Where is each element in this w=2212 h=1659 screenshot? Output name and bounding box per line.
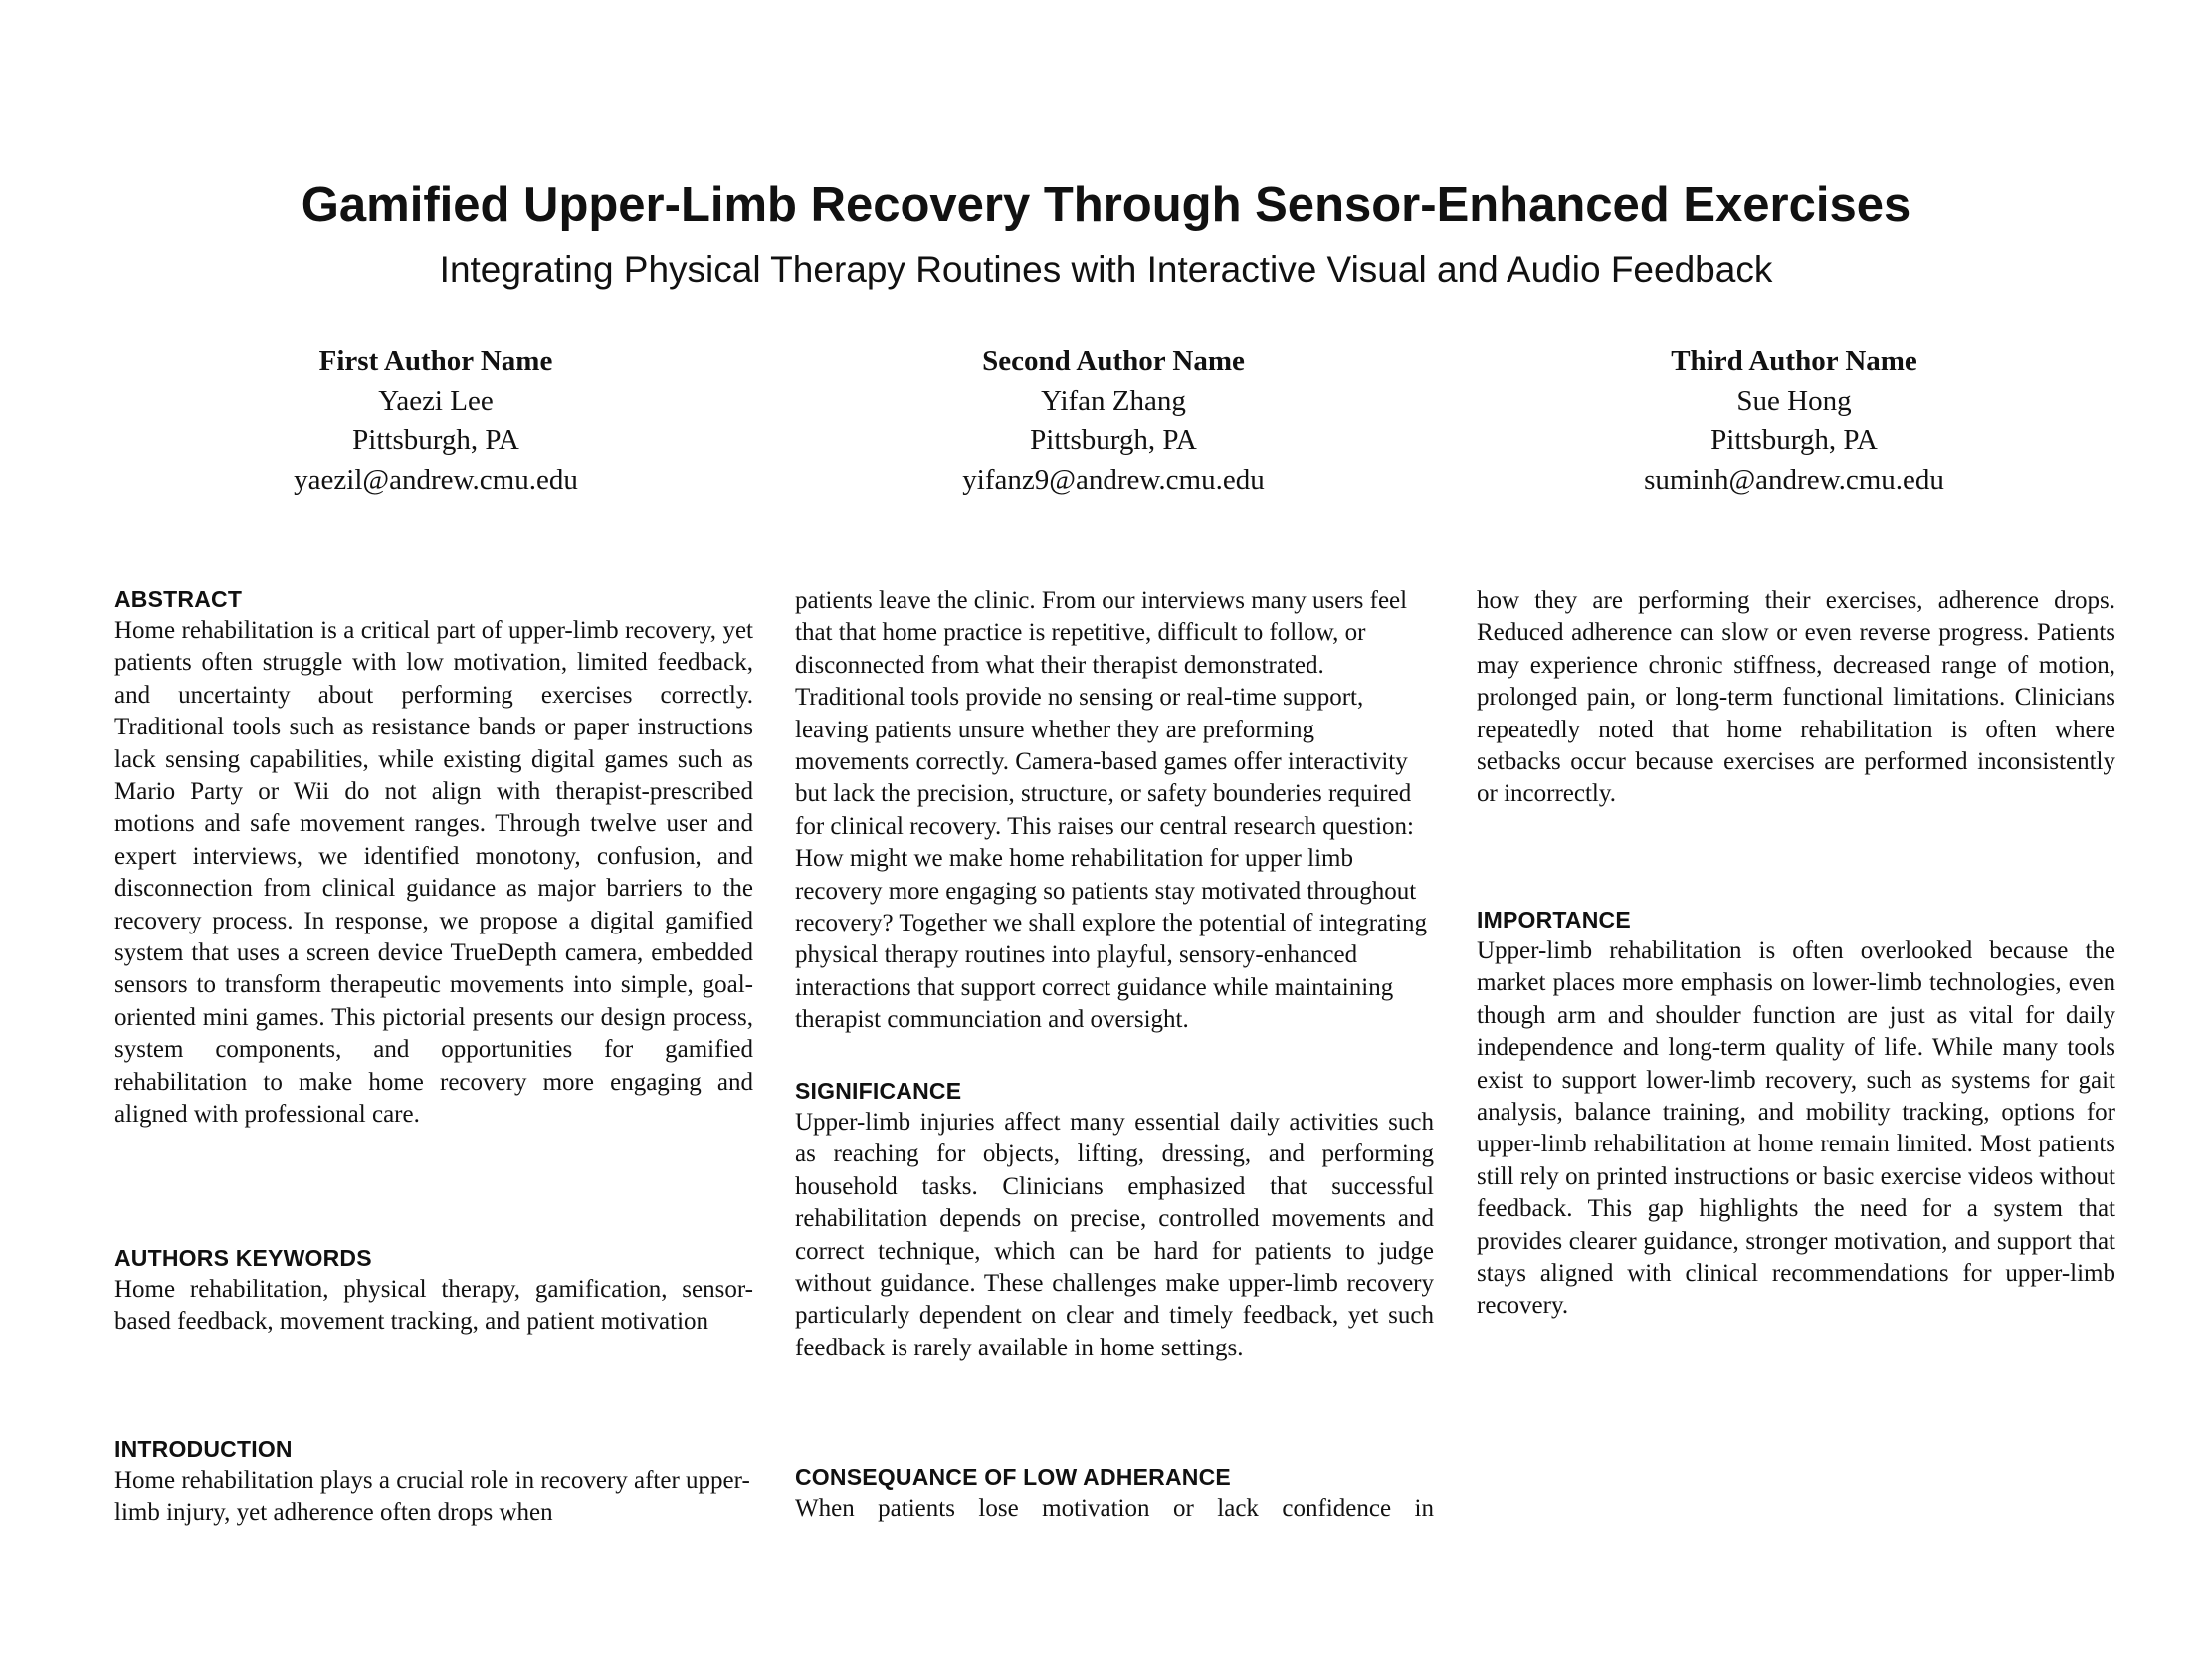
author-location: Pittsburgh, PA xyxy=(1710,424,1878,456)
section-heading: IMPORTANCE xyxy=(1477,907,1631,933)
section-body: Upper-limb rehabilitation is often overlooked because the market places more emphasis on lower-limb technologies, even though arm and shoulder function are just as vital for daily independence and long-term quality of life. While many tools exist to support lower-limb recovery, such as systems for gait analysis, balance training, and mobility tracking, options for upper-limb rehabilitation at home remain limited. Most patients still rely on printed instructions or basic exercise videos without feedback. This gap highlights the need for a system that provides clearer guidance, stronger motivation, and support that stays aligned with clinical recommendations for upper-limb recovery. xyxy=(1477,937,2115,1320)
author-heading: Third Author Name xyxy=(1671,345,1917,377)
author-block-1 xyxy=(127,342,744,500)
author-email: suminh@andrew.cmu.edu xyxy=(1644,463,1944,496)
section-introduction-continued xyxy=(795,585,1434,1037)
section-consequence xyxy=(795,1461,1434,1525)
section-heading: SIGNIFICANCE xyxy=(795,1078,962,1104)
section-importance xyxy=(1477,904,2115,1323)
section-significance xyxy=(795,1075,1434,1364)
author-block-3 xyxy=(1486,342,2103,500)
author-email: yaezil@andrew.cmu.edu xyxy=(294,463,578,496)
section-heading: AUTHORS KEYWORDS xyxy=(114,1245,372,1271)
paper-subtitle: Integrating Physical Therapy Routines with Interactive Visual and Audio Feedback xyxy=(439,249,1773,290)
section-body: patients leave the clinic. From our interviews many users feel that that home practice is repetitive, difficult to follow, or disconnected from what their therapist demonstrated. Traditional tools provide no sensing or real-time support, leaving patients unsure whether they are preforming movements correctly. Camera-based games offer interactivity but lack the precision, structure, or safety bounderies required for clinical recovery. This raises our central research question: How might we make home rehabilitation for upper limb recovery more engaging so patients stay motivated throughout recovery? Together we shall explore the potential of integrating physical therapy routines into playful, sensory-enhanced interactions that support correct guidance while maintaining therapist communciation and oversight. xyxy=(795,587,1428,1034)
section-keywords xyxy=(114,1242,753,1339)
section-body: Upper-limb injuries affect many essential daily activities such as reaching for objects, lifting, dressing, and performing household tasks. Clinicians emphasized that successful rehabilitation depends on precise, controlled movements and correct technique, which can be hard for patients to judge without guidance. These challenges make upper-limb recovery particularly dependent on clear and timely feedback, yet such feedback is rarely available in home settings. xyxy=(795,1109,1434,1361)
author-name: Yifan Zhang xyxy=(1041,384,1186,417)
author-location: Pittsburgh, PA xyxy=(1030,424,1197,456)
author-heading: Second Author Name xyxy=(982,345,1245,377)
author-block-2 xyxy=(805,342,1422,500)
author-email: yifanz9@andrew.cmu.edu xyxy=(962,463,1265,496)
section-consequence-continued xyxy=(1477,585,2115,811)
paper-title: Gamified Upper-Limb Recovery Through Sensor-Enhanced Exercises xyxy=(301,178,1911,232)
author-location: Pittsburgh, PA xyxy=(352,424,519,456)
author-name: Yaezi Lee xyxy=(378,384,494,417)
section-heading: ABSTRACT xyxy=(114,586,243,612)
section-introduction xyxy=(114,1433,753,1530)
section-body: Home rehabilitation, physical therapy, gamification, sensor-based feedback, movement tracking, and patient motivation xyxy=(114,1276,753,1336)
section-body: When patients lose motivation or lack confidence in xyxy=(795,1495,1434,1522)
author-heading: First Author Name xyxy=(318,345,553,377)
section-heading: INTRODUCTION xyxy=(114,1436,293,1462)
section-abstract xyxy=(114,583,753,1132)
section-body: how they are performing their exercises, adherence drops. Reduced adherence can slow or even reverse progress. Patients may experience chronic stiffness, decreased range of motion, prolonged pain, or long-term functional limitations. Clinicians repeatedly noted that home rehabilitation is often where setbacks occur because exercises are performed inconsistently or incorrectly. xyxy=(1477,587,2115,808)
section-body: Home rehabilitation is a critical part of upper-limb recovery, yet patients often struggle with low motivation, limited feedback, and uncertainty about performing exercises correctly. Traditional tools such as resistance bands or paper instructions lack sensing capabilities, while existing digital games such as Mario Party or Wii do not align with therapist-prescribed motions and safe movement ranges. Through twelve user and expert interviews, we identified monotony, confusion, and disconnection from clinical guidance as major barriers to the recovery process. In response, we propose a digital gamified system that uses a screen device TrueDepth camera, embedded sensors to transform therapeutic movements into simple, goal-oriented mini games. This pictorial presents our design process, system components, and opportunities for gamified rehabilitation to make home recovery more engaging and aligned with professional care. xyxy=(114,617,753,1129)
author-name: Sue Hong xyxy=(1736,384,1852,417)
section-body: Home rehabilitation plays a crucial role in recovery after upper-limb injury, yet adherence often drops when xyxy=(114,1467,750,1527)
section-heading: CONSEQUANCE OF LOW ADHERANCE xyxy=(795,1464,1231,1490)
